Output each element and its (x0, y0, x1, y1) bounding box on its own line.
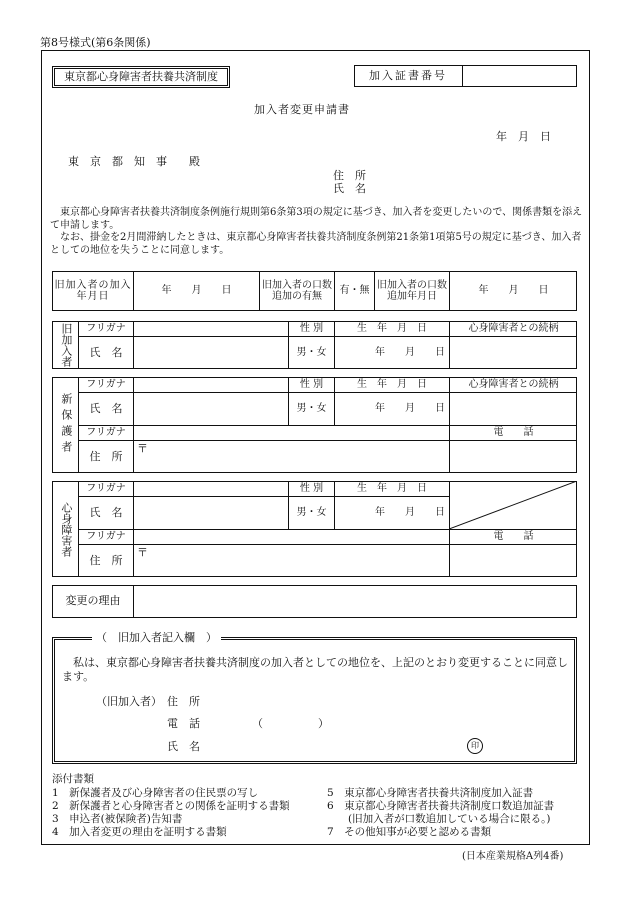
disabled-person-label: 心身障害者 (59, 501, 73, 557)
footer-note: (日本産業規格A列4番) (462, 851, 564, 862)
attachment-item: 7 その他知事が必要と認める書類 (327, 826, 492, 838)
old-units-label: 旧加入者の口数追加の有無 (262, 279, 332, 302)
intro-paragraph-2: なお、掛金を2月間滞納したときは、東京都心身障害者扶養共済制度条例第21条第1項第5号の規定に基づき、加入者としての地位を失うことに同意します。 (50, 232, 582, 256)
applicant-name-label: 氏 名 (333, 182, 366, 195)
consent-section-header: （ 旧加入者記入欄 ） (92, 632, 221, 643)
old-member-furigana-label: フリガナ (86, 322, 126, 334)
new-guardian-relation-header: 心身障害者との続柄 (468, 378, 559, 390)
consent-statement: 私は、東京都心身障害者扶養共済制度の加入者としての地位を、上記のとおり変更することに同意します。 (62, 656, 568, 683)
consent-role-label: （旧加入者） (96, 695, 162, 708)
consent-name-label: 氏 名 (167, 740, 200, 753)
disabled-person-furigana-label: フリガナ (86, 482, 126, 494)
old-member-relation-field[interactable] (450, 337, 577, 369)
old-member-sex-select[interactable]: 男・女 (296, 347, 327, 359)
diagonal-strike (449, 481, 577, 529)
new-guardian-address-label: 住 所 (89, 449, 123, 463)
attachment-item: 3 申込者(被保険者)告知書 (52, 813, 183, 825)
new-guardian-relation-field[interactable] (450, 393, 577, 425)
application-date[interactable]: 年 月 日 (496, 130, 551, 143)
old-join-date-field[interactable]: 年 月 日 (161, 285, 232, 297)
old-member-sex-header: 性 別 (299, 322, 324, 334)
page-title: 加入者変更申請書 (254, 103, 350, 116)
new-guardian-name-label: 氏 名 (89, 401, 123, 415)
attachment-item: 5 東京都心身障害者扶養共済制度加入証書 (327, 787, 534, 799)
new-guardian-sex-select[interactable]: 男・女 (296, 403, 327, 415)
old-member-name-field[interactable] (134, 321, 288, 369)
attachment-item: (旧加入者が口数追加している場合に限る。) (327, 813, 551, 825)
new-guardian-address-field[interactable] (134, 425, 449, 473)
cert-number-field[interactable] (462, 65, 577, 87)
units-presence-select[interactable]: 有・無 (339, 285, 370, 297)
new-guardian-sex-header: 性 別 (299, 378, 324, 390)
seal-icon: 印 (467, 738, 483, 754)
old-member-birth-field[interactable]: 年 月 日 (375, 347, 445, 359)
new-guardian-phone-header: 電 話 (493, 426, 534, 438)
system-name: 東京都心身障害者扶養共済制度 (64, 69, 218, 83)
unit-add-date-field[interactable]: 年 月 日 (478, 285, 549, 297)
new-guardian-phone-field[interactable] (450, 441, 577, 473)
change-reason-label: 変更の理由 (65, 594, 121, 608)
disabled-person-phone-header: 電 話 (493, 530, 534, 542)
old-join-date-label: 旧加入者の加入年月日 (54, 279, 132, 302)
disabled-person-postal-mark: 〒 (137, 546, 148, 559)
attachments-title: 添付書類 (52, 773, 94, 785)
form-label: 第8号様式(第6条関係) (40, 36, 151, 49)
addressee: 東 京 都 知 事 殿 (68, 155, 200, 168)
disabled-person-phone-field[interactable] (450, 545, 577, 577)
new-guardian-furigana-label: フリガナ (86, 378, 126, 390)
disabled-person-furigana2-label: フリガナ (86, 530, 126, 542)
disabled-person-address-label: 住 所 (89, 553, 123, 567)
disabled-person-sex-select[interactable]: 男・女 (296, 507, 327, 519)
attachment-item: 2 新保護者と心身障害者との関係を証明する書類 (52, 800, 290, 812)
consent-phone-field[interactable]: （ ） (252, 717, 329, 730)
disabled-person-birth-header: 生 年 月 日 (357, 482, 427, 494)
old-member-label: 旧加入者 (59, 323, 73, 367)
new-guardian-furigana2-label: フリガナ (86, 426, 126, 438)
change-reason-field[interactable] (134, 585, 577, 618)
new-guardian-birth-header: 生 年 月 日 (357, 378, 427, 390)
consent-address-label: 住 所 (167, 695, 200, 708)
intro-paragraph-1: 東京都心身障害者扶養共済制度条例施行規則第6条第3項の規定に基づき、加入者を変更したいので、関係書類を添えて申請します。 (50, 207, 583, 231)
attachment-item: 1 新保護者及び心身障害者の住民票の写し (52, 787, 259, 799)
old-member-relation-header: 心身障害者との続柄 (468, 322, 559, 334)
disabled-person-birth-field[interactable]: 年 月 日 (375, 507, 445, 519)
attachment-item: 4 加入者変更の理由を証明する書類 (52, 826, 227, 838)
cert-number-label: 加入証書番号 (369, 68, 447, 82)
consent-phone-label: 電 話 (167, 717, 200, 730)
disabled-person-address-field[interactable] (134, 529, 449, 577)
disabled-person-name-field[interactable] (134, 481, 288, 529)
new-guardian-birth-field[interactable]: 年 月 日 (375, 403, 445, 415)
old-member-name-label: 氏 名 (89, 345, 123, 359)
new-guardian-postal-mark: 〒 (137, 442, 148, 455)
applicant-address-label: 住 所 (333, 169, 366, 182)
new-guardian-name-field[interactable] (134, 377, 288, 425)
disabled-person-name-label: 氏 名 (89, 505, 123, 519)
unit-add-date-label: 旧加入者の口数追加年月日 (377, 279, 447, 302)
disabled-person-sex-header: 性 別 (299, 482, 324, 494)
new-guardian-label: 新保護者 (59, 393, 73, 457)
old-member-birth-header: 生 年 月 日 (357, 322, 427, 334)
attachment-item: 6 東京都心身障害者扶養共済制度口数追加証書 (327, 800, 555, 812)
